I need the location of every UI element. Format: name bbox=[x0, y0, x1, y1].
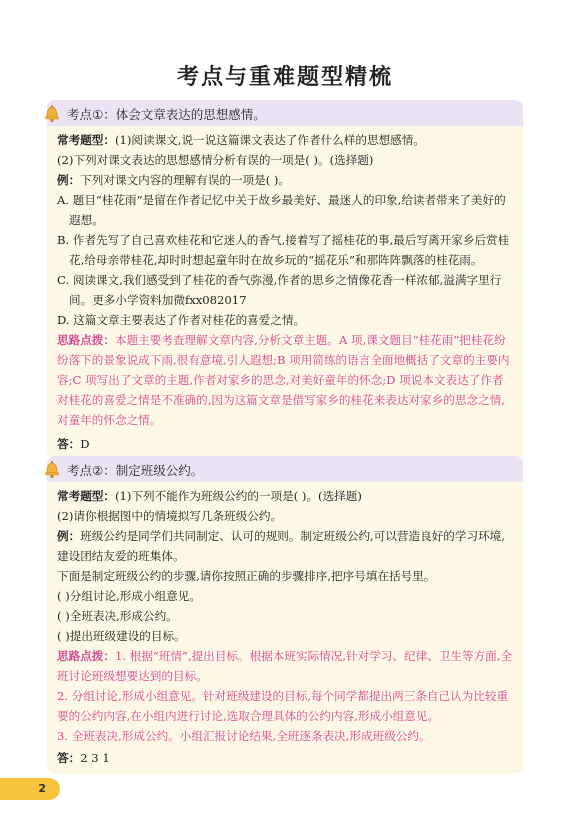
option-b: B. 作者先写了自己喜欢桂花和它迷人的香气,接着写了摇桂花的事,最后写离开家乡后赏桂花,给母亲带桂花,却时时想起童年时在故乡玩的“摇花乐”和那阵阵飘落的桂花雨。 bbox=[57, 233, 510, 267]
analysis-text: 本题主要考查理解文章内容,分析文章主题。A 项,课文题目“桂花雨”把桂花纷纷落下的景象说成下雨,很有意境,引人遐想;B 项用简练的语言全面地概括了文章的主要内容;C 项写出了文章的主题,作者对家乡的思念,对美好童年的怀念;D 项说本文表达了作者对桂花的喜爱之情是不准确的,因为这篇文章是借写家乡的桂花来表达对家乡的思念之情,对童年的怀念之情。 bbox=[57, 333, 510, 427]
example bbox=[57, 170, 513, 190]
answer-text: D bbox=[80, 437, 90, 451]
analysis-item: 2. 分组讨论,形成小组意见。针对班级建设的目标,每个同学都提出两三条自己认为比较重要的公约内容,在小组内进行讨论,选取合理具体的公约内容,形成小组意见。 bbox=[57, 689, 509, 723]
question-type-text: (1)阅读课文,说一说这篇课文表达了作者什么样的思想感情。 bbox=[114, 133, 425, 147]
answer-label: 答： bbox=[57, 437, 81, 451]
example-text: 班级公约是同学们共同制定、认可的规则。制定班级公约,可以营造良好的学习环境,建设团结友爱的班集体。 bbox=[57, 529, 505, 563]
analysis bbox=[57, 646, 513, 686]
question-type-label: 常考题型： bbox=[57, 489, 115, 503]
answer-text: 2 3 1 bbox=[80, 751, 110, 765]
question-type-label: 常考题型： bbox=[57, 133, 115, 147]
page-number: 2 bbox=[0, 778, 60, 800]
question-type bbox=[57, 130, 513, 150]
analysis-label: 思路点拨： bbox=[57, 649, 115, 663]
section-card-1 bbox=[47, 100, 523, 460]
analysis-item: 1. 根据“班情”,提出目标。根据本班实际情况,针对学习、纪律、卫生等方面,全班讨论班级想要达到的目标。 bbox=[57, 649, 513, 683]
answer-label: 答： bbox=[57, 751, 81, 765]
answer bbox=[57, 748, 513, 768]
question-type-text: (1)下列不能作为班级公约的一项是( )。(选择题) bbox=[114, 489, 362, 503]
analysis bbox=[57, 330, 513, 430]
example bbox=[57, 526, 513, 566]
analysis-item: 3. 全班表决,形成公约。小组汇报讨论结果,全班逐条表决,形成班级公约。 bbox=[57, 729, 431, 743]
steps-intro: 下面是制定班级公约的步骤,请你按照正确的步骤排序,把序号填在括号里。 bbox=[57, 569, 436, 583]
step-item: ( )全班表决,形成公约。 bbox=[57, 609, 178, 623]
option-c: C. 阅读课文,我们感受到了桂花的香气弥漫,作者的思乡之情像花香一样浓郁,溢满字里行间。更多小学资料加微fxx082017 bbox=[57, 273, 502, 307]
example-text: 下列对课文内容的理解有误的一项是( )。 bbox=[80, 173, 291, 187]
analysis-label: 思路点拨： bbox=[57, 333, 115, 347]
question-type bbox=[57, 486, 513, 506]
example-label: 例： bbox=[57, 529, 81, 543]
example-label: 例： bbox=[57, 173, 81, 187]
section-title: 考点②：制定班级公约。 bbox=[67, 463, 204, 478]
section-header bbox=[47, 456, 523, 482]
bell-icon bbox=[43, 459, 61, 479]
answer bbox=[57, 434, 513, 454]
step-item: ( )分组讨论,形成小组意见。 bbox=[57, 589, 201, 603]
question-2: (2)下列对课文表达的思想感情分析有误的一项是( )。(选择题) bbox=[57, 153, 374, 167]
option-a: A. 题目“桂花雨”是留在作者记忆中关于故乡最美好、最迷人的印象,给读者带来了美好的遐想。 bbox=[57, 193, 506, 227]
bell-icon bbox=[43, 103, 61, 123]
section-title: 考点①：体会文章表达的思想感情。 bbox=[67, 107, 266, 122]
page-title: 考点与重难题型精梳 bbox=[176, 65, 393, 90]
section-header bbox=[47, 100, 523, 126]
question-2: (2)请你根据图中的情境拟写几条班级公约。 bbox=[57, 509, 283, 523]
section-card-2 bbox=[47, 456, 523, 774]
step-item: ( )提出班级建设的目标。 bbox=[57, 629, 186, 643]
option-d: D. 这篇文章主要表达了作者对桂花的喜爱之情。 bbox=[57, 313, 306, 327]
